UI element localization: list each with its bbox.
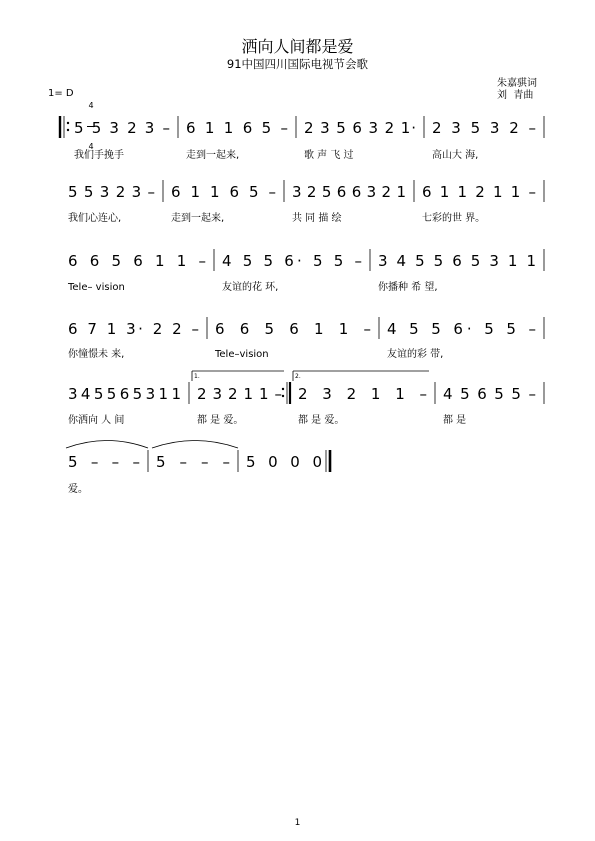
bar-notes: 6 6 5 6 1 1 – — [215, 320, 371, 338]
bar-lyrics: 都 是 爱。 — [298, 415, 345, 426]
bar-lyrics: 友谊的花 环, — [222, 282, 279, 293]
bar-notes: 2 3 2 1 1 – — [197, 385, 282, 403]
repeat-dot — [282, 388, 284, 390]
bar-lyrics: Tele– vision — [68, 282, 125, 293]
bar-notes: 3 4 5 5 6 5 3 1 1 — [378, 252, 536, 270]
bar-lyrics: 你播种 希 望, — [378, 282, 438, 293]
bar-lyrics: 友谊的彩 带, — [387, 349, 444, 360]
bar-notes: 6 1 1 6 5 – — [171, 183, 276, 201]
bar-lyrics: 我们心连心, — [68, 213, 122, 224]
bar-notes: 2 3 5 3 2 – — [432, 119, 536, 137]
repeat-dot — [67, 122, 69, 124]
volta-number: 1. — [194, 373, 200, 380]
composer-credit: 刘 青曲 — [497, 90, 534, 101]
bar-notes: 3 2 5 6 6 3 2 1 — [292, 183, 406, 201]
bar-notes: 6 7 1 3· 2 2 – — [68, 320, 199, 338]
bar-notes: 5 – – – — [68, 453, 140, 471]
bar-notes: 5 5 3 2 3 – — [68, 183, 155, 201]
bar-notes: 4 5 5 6· 5 5 – — [387, 320, 536, 338]
tie-arc — [66, 441, 148, 449]
bar-lyrics: 你憧憬未 来, — [68, 349, 125, 360]
repeat-dot — [67, 129, 69, 131]
bar-lyrics: 爱。 — [68, 484, 88, 495]
bar-lyrics: 共 同 描 绘 — [292, 213, 342, 224]
time-signature-top: 4 — [88, 101, 94, 110]
bar-lyrics: Tele–vision — [215, 349, 269, 360]
bar-lyrics: 你洒向 人 间 — [68, 415, 125, 426]
bar-lyrics: 都 是 — [443, 415, 467, 426]
bar-notes: 6 6 5 6 1 1 – — [68, 252, 206, 270]
bar-notes: 5 – – – — [156, 453, 230, 471]
bar-notes: 6 1 1 6 5 – — [186, 119, 288, 137]
key-signature: 1= D — [48, 88, 74, 99]
tie-arc — [152, 441, 238, 449]
repeat-dot — [282, 395, 284, 397]
bar-notes: 5 0 0 0 — [246, 453, 322, 471]
bar-notes: 6 1 1 2 1 1 – — [422, 183, 536, 201]
bar-notes: 2 3 5 6 3 2 1· — [304, 119, 416, 137]
bar-lyrics: 高山大 海, — [432, 150, 479, 161]
bar-notes: 5 5 3 2 3 – — [74, 119, 170, 137]
lyricist-credit: 朱嘉骐词 — [497, 78, 537, 89]
bar-notes: 4 5 6 5 5 – — [443, 385, 536, 403]
bar-lyrics: 歌 声 飞 过 — [304, 150, 354, 161]
bar-lyrics: 都 是 爱。 — [197, 415, 244, 426]
song-title: 洒向人间都是爱 — [241, 37, 354, 56]
bar-notes: 4 5 5 6· 5 5 – — [222, 252, 362, 270]
bar-notes: 2 3 2 1 1 – — [298, 385, 427, 403]
bar-lyrics: 七彩的世 界。 — [422, 213, 486, 224]
song-subtitle: 91中国四川国际电视节会歌 — [226, 57, 369, 71]
bar-lyrics: 走到一起来, — [186, 150, 240, 161]
bar-lyrics: 走到一起来, — [171, 213, 225, 224]
page-number: 1 — [294, 818, 301, 828]
volta-number: 2. — [295, 373, 301, 380]
time-signature-bottom: 4 — [88, 142, 94, 151]
bar-lyrics: 我们手挽手 — [74, 150, 124, 161]
bar-notes: 3 4 5 5 6 5 3 1 1 — [68, 385, 181, 403]
